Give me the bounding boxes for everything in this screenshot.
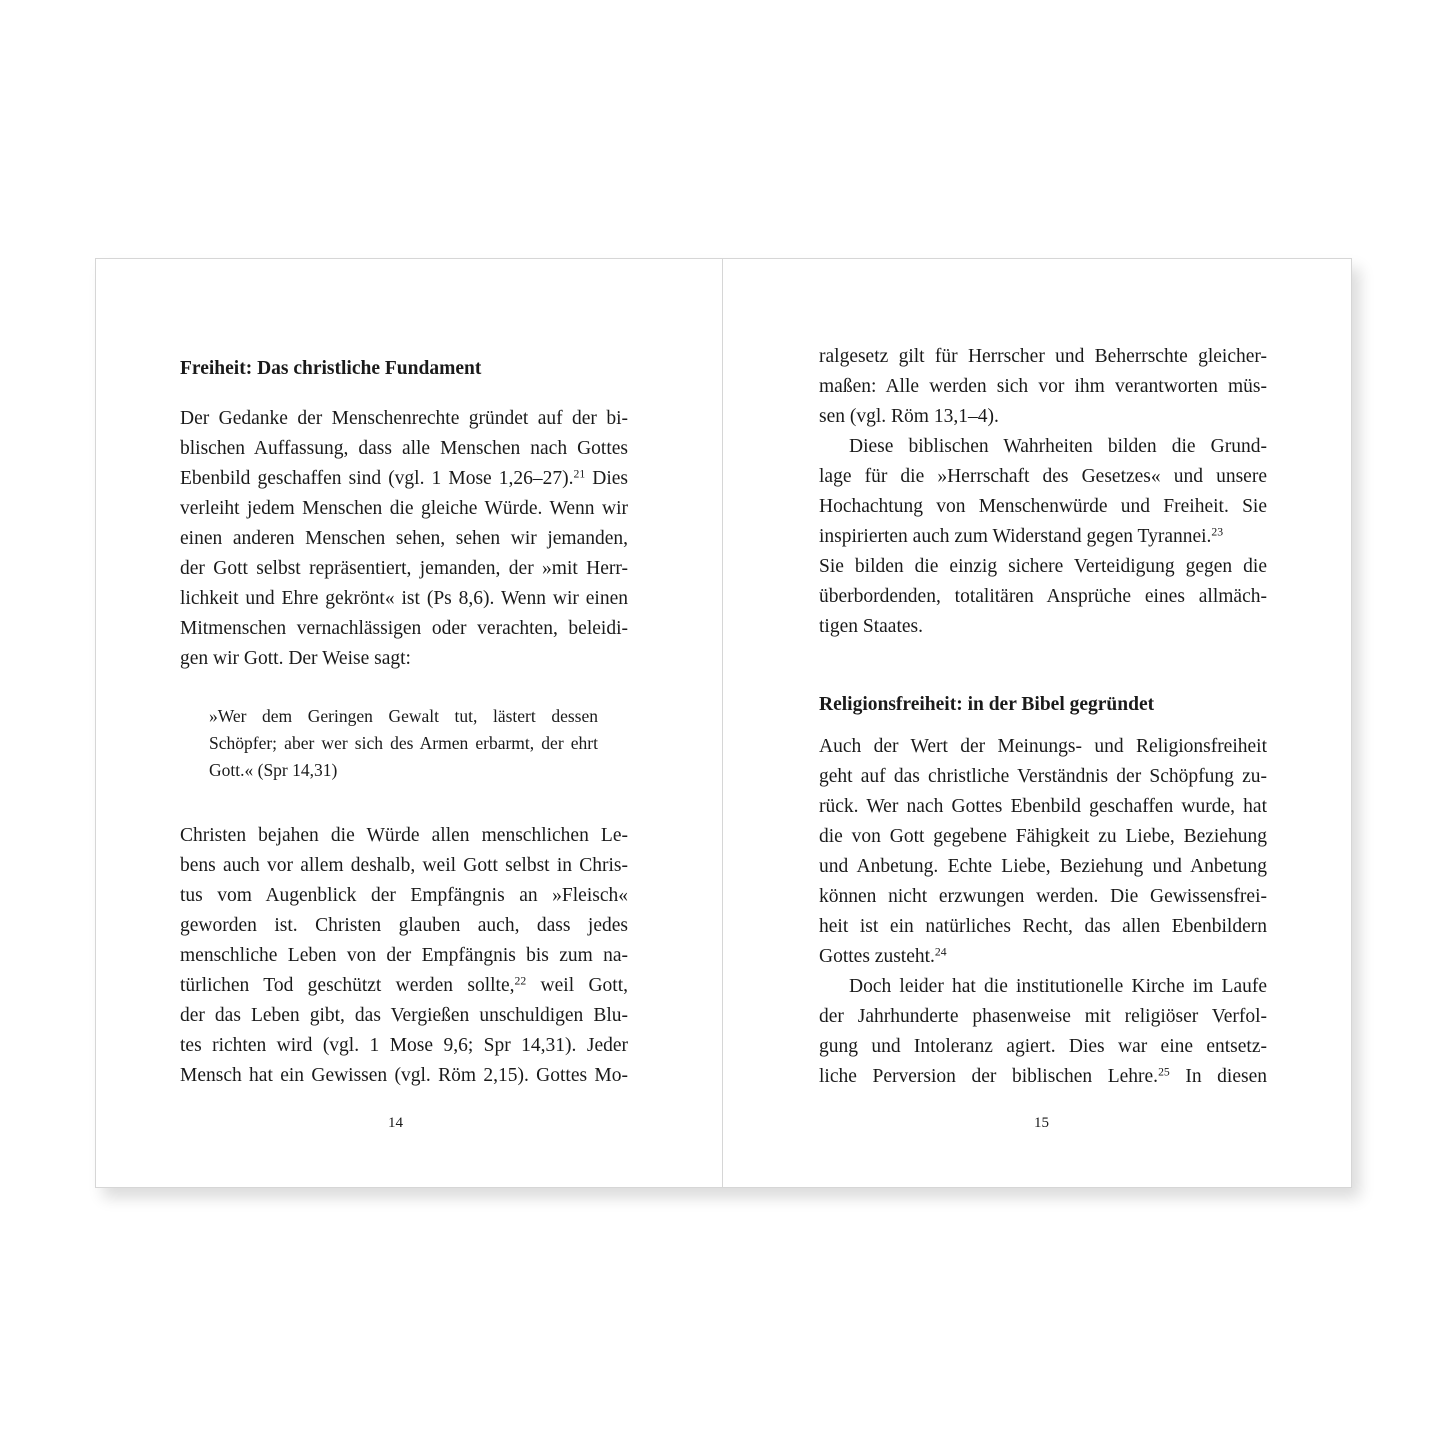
text-line: Sie bilden die einzig sichere Verteidigung gegen die: [819, 556, 1267, 577]
quote-line: »Wer dem Geringen Gewalt tut, lästert dessen: [209, 706, 598, 726]
text-line: der Gott selbst repräsentiert, jemanden, der »mit Herr-: [180, 558, 628, 579]
footnote-ref: 21: [573, 467, 586, 481]
text-line: tigen Staates.: [819, 616, 923, 637]
text-line: sen (vgl. Röm 13,1–4).: [819, 406, 999, 427]
page-number: 15: [1034, 1115, 1049, 1131]
text-line: Gottes zusteht.$^{24}$: [819, 945, 947, 967]
text-line: Mitmenschen vernachlässigen oder verachten, beleidi-: [180, 618, 628, 639]
text-line: geht auf das christliche Verständnis der Schöpfung zu-: [819, 766, 1267, 787]
quote-line: Gott.« (Spr 14,31): [209, 760, 338, 780]
section-heading: Religionsfreiheit: in der Bibel gegründet: [819, 694, 1155, 715]
footnote-ref: 24: [934, 945, 947, 959]
text-line: tus vom Augenblick der Empfängnis an »Fleisch«: [180, 885, 628, 906]
footnote-ref: 25: [1158, 1065, 1170, 1079]
footnote-ref: 23: [1211, 525, 1224, 539]
text-line: rück. Wer nach Gottes Ebenbild geschaffen wurde, hat: [819, 796, 1267, 817]
text-line: Ebenbild geschaffen sind (vgl. 1 Mose 1,26–27).$^{21}$ Dies: [180, 467, 628, 489]
left-page: [96, 259, 722, 1187]
page-number: 14: [388, 1115, 403, 1131]
text-line: überbordenden, totalitären Ansprüche eines allmäch-: [819, 586, 1267, 607]
text-line: inspirierten auch zum Widerstand gegen Tyrannei.$^{23}$: [819, 525, 1224, 547]
text-line: blischen Auffassung, dass alle Menschen nach Gottes: [180, 438, 628, 459]
text-line: einen anderen Menschen sehen, sehen wir jemanden,: [180, 528, 628, 549]
text-line: lichkeit und Ehre gekrönt« ist (Ps 8,6). Wenn wir einen: [180, 588, 628, 609]
section-heading: Freiheit: Das christliche Fundament: [180, 358, 482, 379]
text-line: ralgesetz gilt für Herrscher und Beherrschte gleicher-: [819, 346, 1267, 367]
text-line: bens auch vor allem deshalb, weil Gott selbst in Chris-: [180, 855, 628, 876]
text-line: die von Gott gegebene Fähigkeit zu Liebe, Beziehung: [819, 826, 1267, 847]
text-line: Doch leider hat die institutionelle Kirche im Laufe: [849, 976, 1267, 997]
text-line: liche Perversion der biblischen Lehre.$^{25}$ In diesen: [819, 1065, 1267, 1087]
text-line: verleiht jedem Menschen die gleiche Würde. Wenn wir: [180, 498, 628, 519]
text-line: Diese biblischen Wahrheiten bilden die Grund-: [849, 436, 1267, 457]
text-line: heit ist ein natürliches Recht, das allen Ebenbildern: [819, 916, 1267, 937]
quote-line: Schöpfer; aber wer sich des Armen erbarmt, der ehrt: [209, 733, 598, 753]
book-spread: [95, 258, 1352, 1188]
right-page: [723, 259, 1351, 1187]
text-line: gen wir Gott. Der Weise sagt:: [180, 648, 411, 669]
text-line: können nicht erzwungen werden. Die Gewissensfrei-: [819, 886, 1267, 907]
text-line: Hochachtung von Menschenwürde und Freiheit. Sie: [819, 496, 1267, 517]
text-line: maßen: Alle werden sich vor ihm verantworten müs-: [819, 376, 1267, 397]
text-line: und Anbetung. Echte Liebe, Beziehung und Anbetung: [819, 856, 1267, 877]
text-line: Der Gedanke der Menschenrechte gründet auf der bi-: [180, 408, 628, 429]
text-line: Christen bejahen die Würde allen menschlichen Le-: [180, 825, 628, 846]
text-line: geworden ist. Christen glauben auch, dass jedes: [180, 915, 628, 936]
text-line: Auch der Wert der Meinungs- und Religionsfreiheit: [819, 736, 1267, 757]
text-line: türlichen Tod geschützt werden sollte,$^{22}$ weil Gott,: [180, 974, 628, 996]
text-line: menschliche Leben von der Empfängnis bis zum na-: [180, 945, 628, 966]
text-line: tes richten wird (vgl. 1 Mose 9,6; Spr 14,31). Jeder: [180, 1035, 628, 1056]
text-line: der Jahrhunderte phasenweise mit religiöser Verfol-: [819, 1006, 1267, 1027]
text-line: der das Leben gibt, das Vergießen unschuldigen Blu-: [180, 1005, 628, 1026]
text-line: Mensch hat ein Gewissen (vgl. Röm 2,15). Gottes Mo-: [180, 1065, 628, 1086]
text-line: lage für die »Herrschaft des Gesetzes« und unsere: [819, 466, 1267, 487]
text-line: gung und Intoleranz agiert. Dies war eine entsetz-: [819, 1036, 1267, 1057]
footnote-ref: 22: [514, 974, 527, 988]
